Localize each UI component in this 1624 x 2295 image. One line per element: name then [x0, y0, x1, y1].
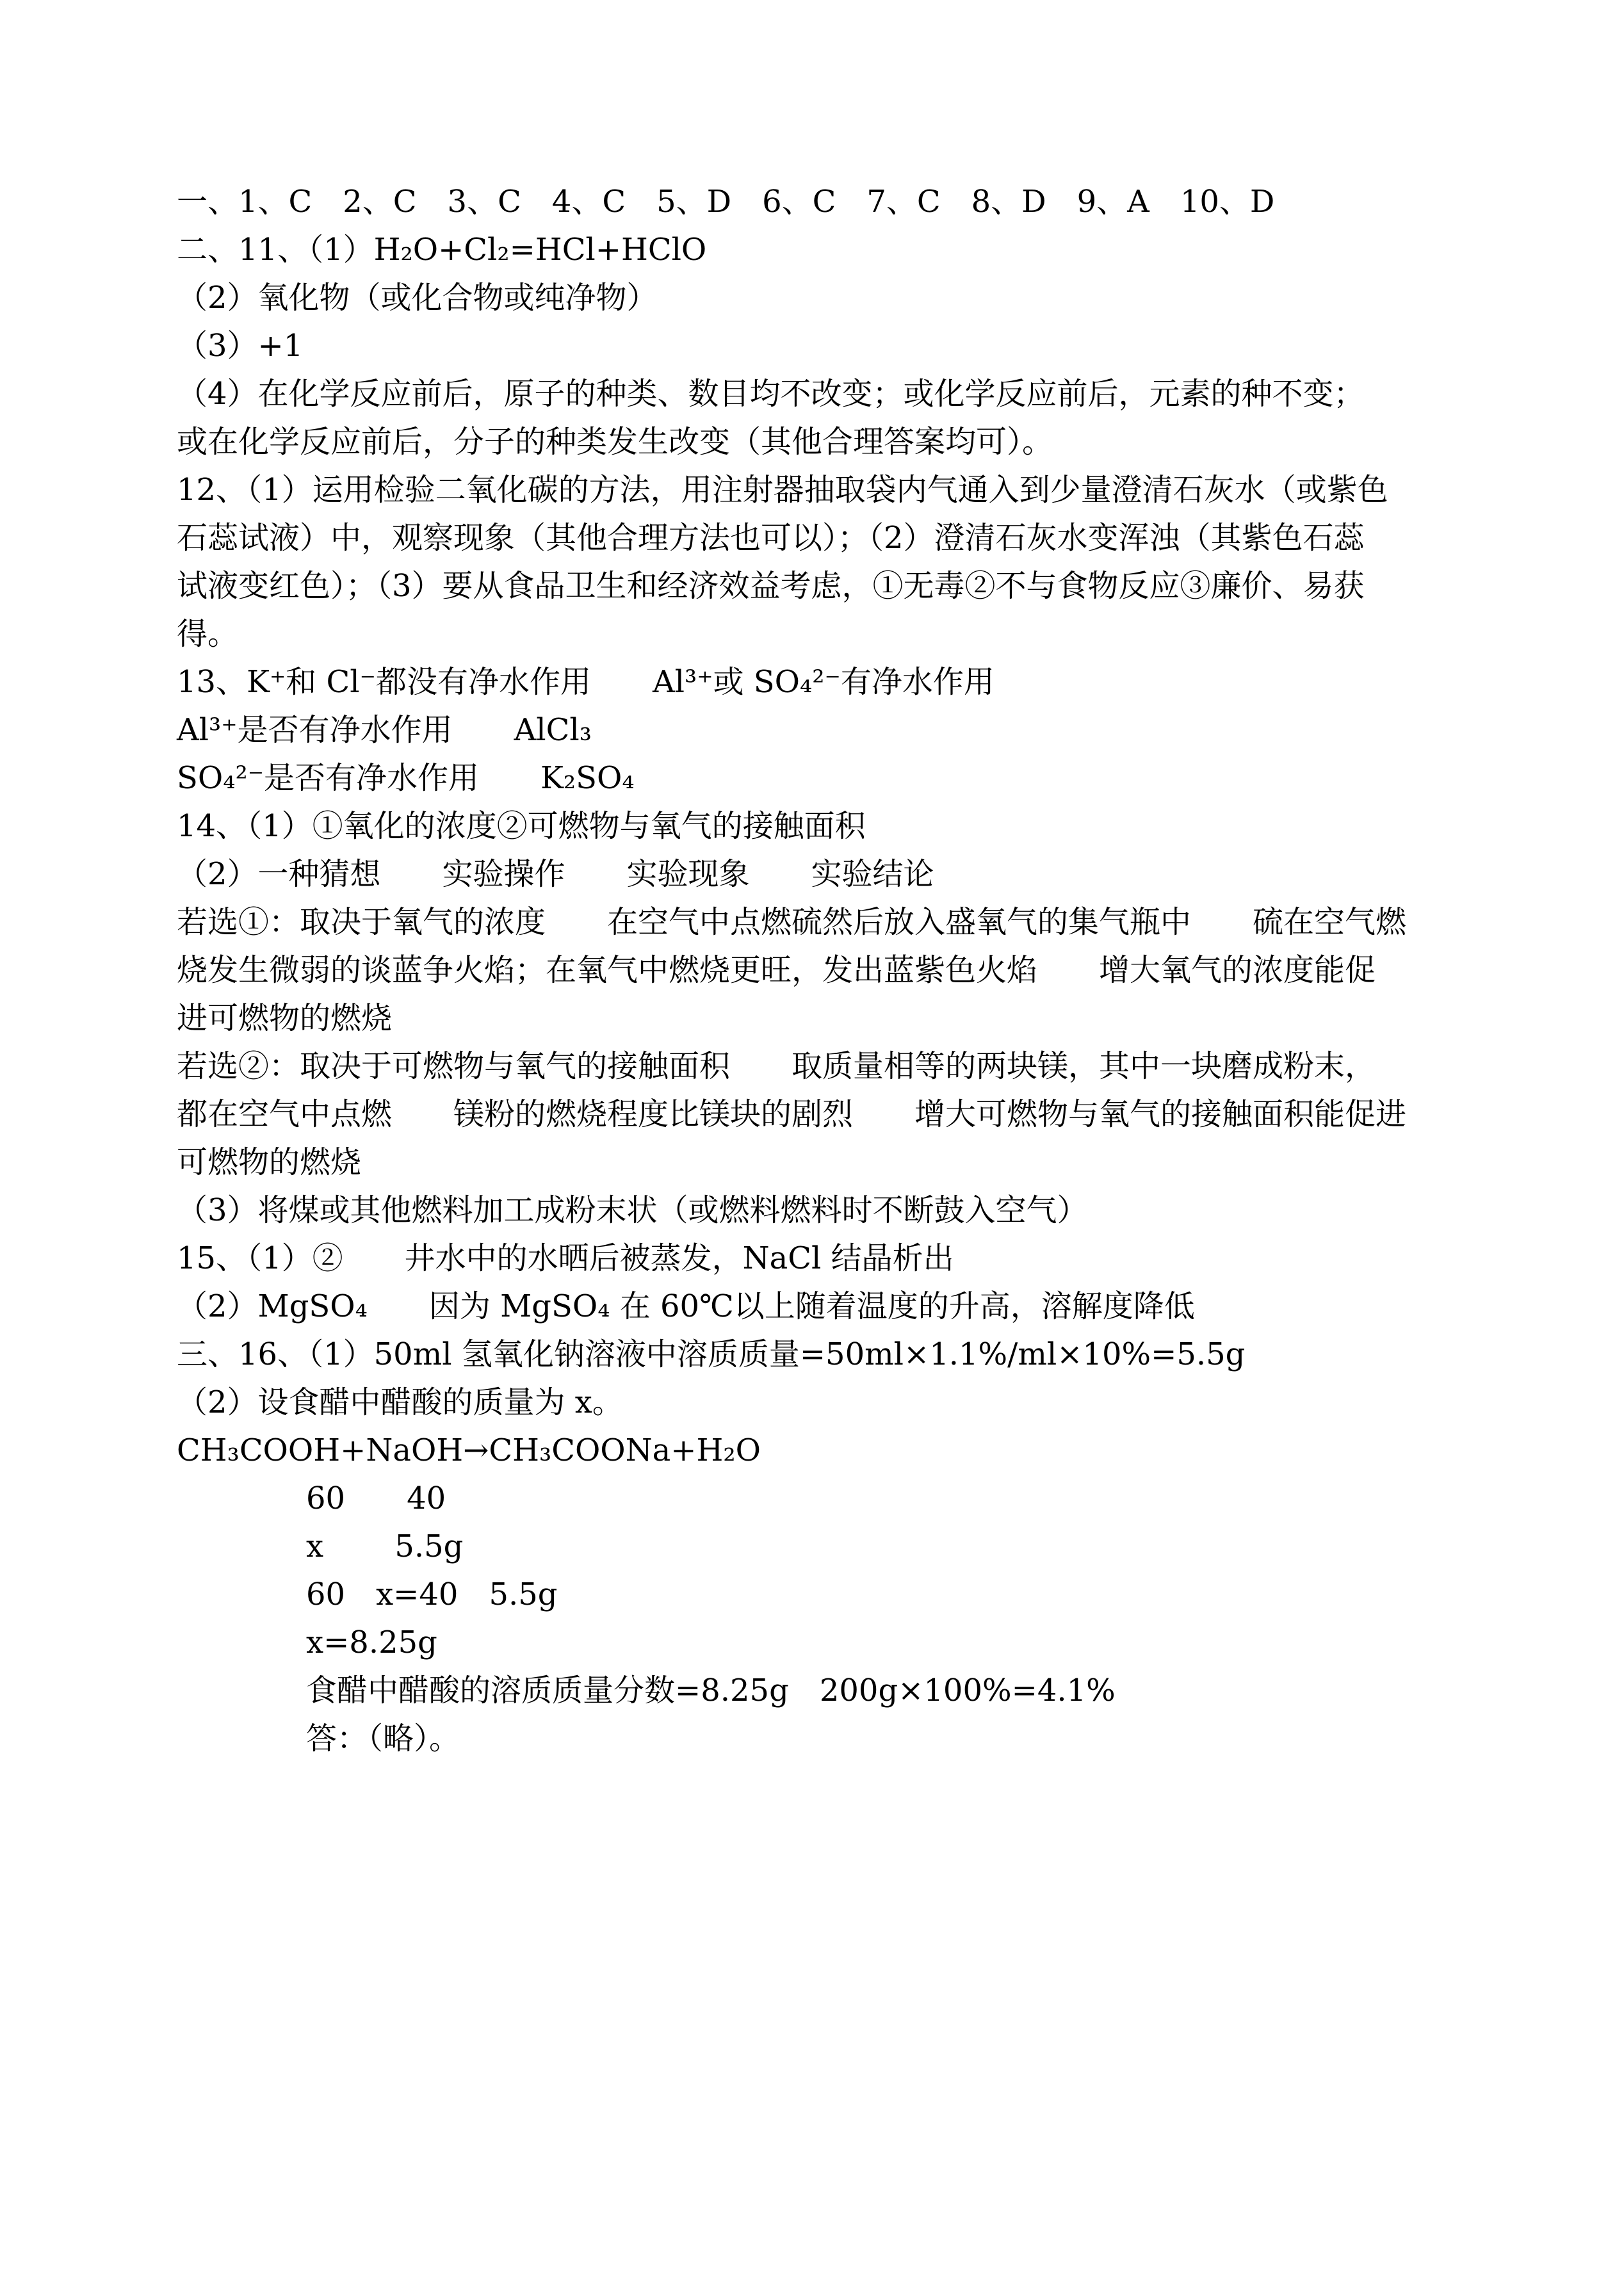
answer-line: 13、K⁺和 Cl⁻都没有净水作用 Al³⁺或 SO₄²⁻有净水作用	[177, 664, 995, 700]
answer-line: 14、（1）①氧化的浓度②可燃物与氧气的接触面积	[177, 808, 866, 844]
answer-line: （2）MgSO₄ 因为 MgSO₄ 在 60℃以上随着温度的升高，溶解度降低	[177, 1288, 1195, 1324]
answer-line: 12、（1）运用检验二氧化碳的方法，用注射器抽取袋内气通入到少量澄清石灰水（或紫色	[177, 472, 1388, 508]
answer-line: Al³⁺是否有净水作用 AlCl₃	[177, 712, 592, 748]
answer-line: 试液变红色）；（3）要从食品卫生和经济效益考虑，①无毒②不与食物反应③廉价、易获	[177, 568, 1365, 604]
answer-conclusion: 答：（略）。	[306, 1721, 460, 1756]
equation-line: CH₃COOH+NaOH→CH₃COONa+H₂O	[177, 1432, 761, 1468]
calculation-line: x 5.5g	[306, 1529, 464, 1564]
answer-line: 二、11、（1）H₂O+Cl₂=HCl+HClO	[177, 232, 707, 268]
answer-line: SO₄²⁻是否有净水作用 K₂SO₄	[177, 760, 635, 796]
answer-line: 石蕊试液）中，观察现象（其他合理方法也可以）；（2）澄清石灰水变浑浊（其紫色石蕊	[177, 520, 1365, 556]
answer-line: 三、16、（1）50ml 氢氧化钠溶液中溶质质量=50ml×1.1%/ml×10%=5.5g	[177, 1336, 1246, 1372]
calculation-line: 60 40	[306, 1480, 446, 1516]
answer-line: 进可燃物的燃烧	[177, 1000, 393, 1036]
answer-line: 若选①：取决于氧气的浓度 在空气中点燃硫然后放入盛氧气的集气瓶中 硫在空气燃	[177, 904, 1407, 940]
answer-line: 得。	[177, 616, 239, 652]
answer-line: （3）将煤或其他燃料加工成粉末状（或燃料燃料时不断鼓入空气）	[177, 1192, 1088, 1228]
answer-line: （2）氧化物（或化合物或纯净物）	[177, 280, 658, 316]
answer-line: 都在空气中点燃 镁粉的燃烧程度比镁块的剧烈 增大可燃物与氧气的接触面积能促进	[177, 1096, 1407, 1132]
answer-line: 烧发生微弱的谈蓝争火焰；在氧气中燃烧更旺，发出蓝紫色火焰 增大氧气的浓度能促	[177, 952, 1376, 988]
answer-line: 或在化学反应前后，分子的种类发生改变（其他合理答案均可）。	[177, 424, 1053, 460]
answer-line: （2）设食醋中醋酸的质量为 x。	[177, 1384, 623, 1420]
calculation-line: 60 x=40 5.5g	[306, 1577, 558, 1612]
answer-line: （4）在化学反应前后，原子的种类、数目均不改变；或化学反应前后，元素的种不变；	[177, 376, 1365, 412]
answer-line: （2）一种猜想 实验操作 实验现象 实验结论	[177, 856, 934, 892]
answer-line: 若选②：取决于可燃物与氧气的接触面积 取质量相等的两块镁，其中一块磨成粉末，	[177, 1048, 1376, 1084]
answer-line: 15、（1）② 井水中的水晒后被蒸发，NaCl 结晶析出	[177, 1240, 954, 1276]
calculation-line: x=8.25g	[306, 1625, 437, 1660]
calculation-line: 食醋中醋酸的溶质质量分数=8.25g 200g×100%=4.1%	[306, 1673, 1116, 1708]
answer-line: （3）+1	[177, 328, 304, 364]
answer-line: 一、1、C 2、C 3、C 4、C 5、D 6、C 7、C 8、D 9、A 10、D	[177, 184, 1275, 220]
answer-line: 可燃物的燃烧	[177, 1144, 362, 1180]
